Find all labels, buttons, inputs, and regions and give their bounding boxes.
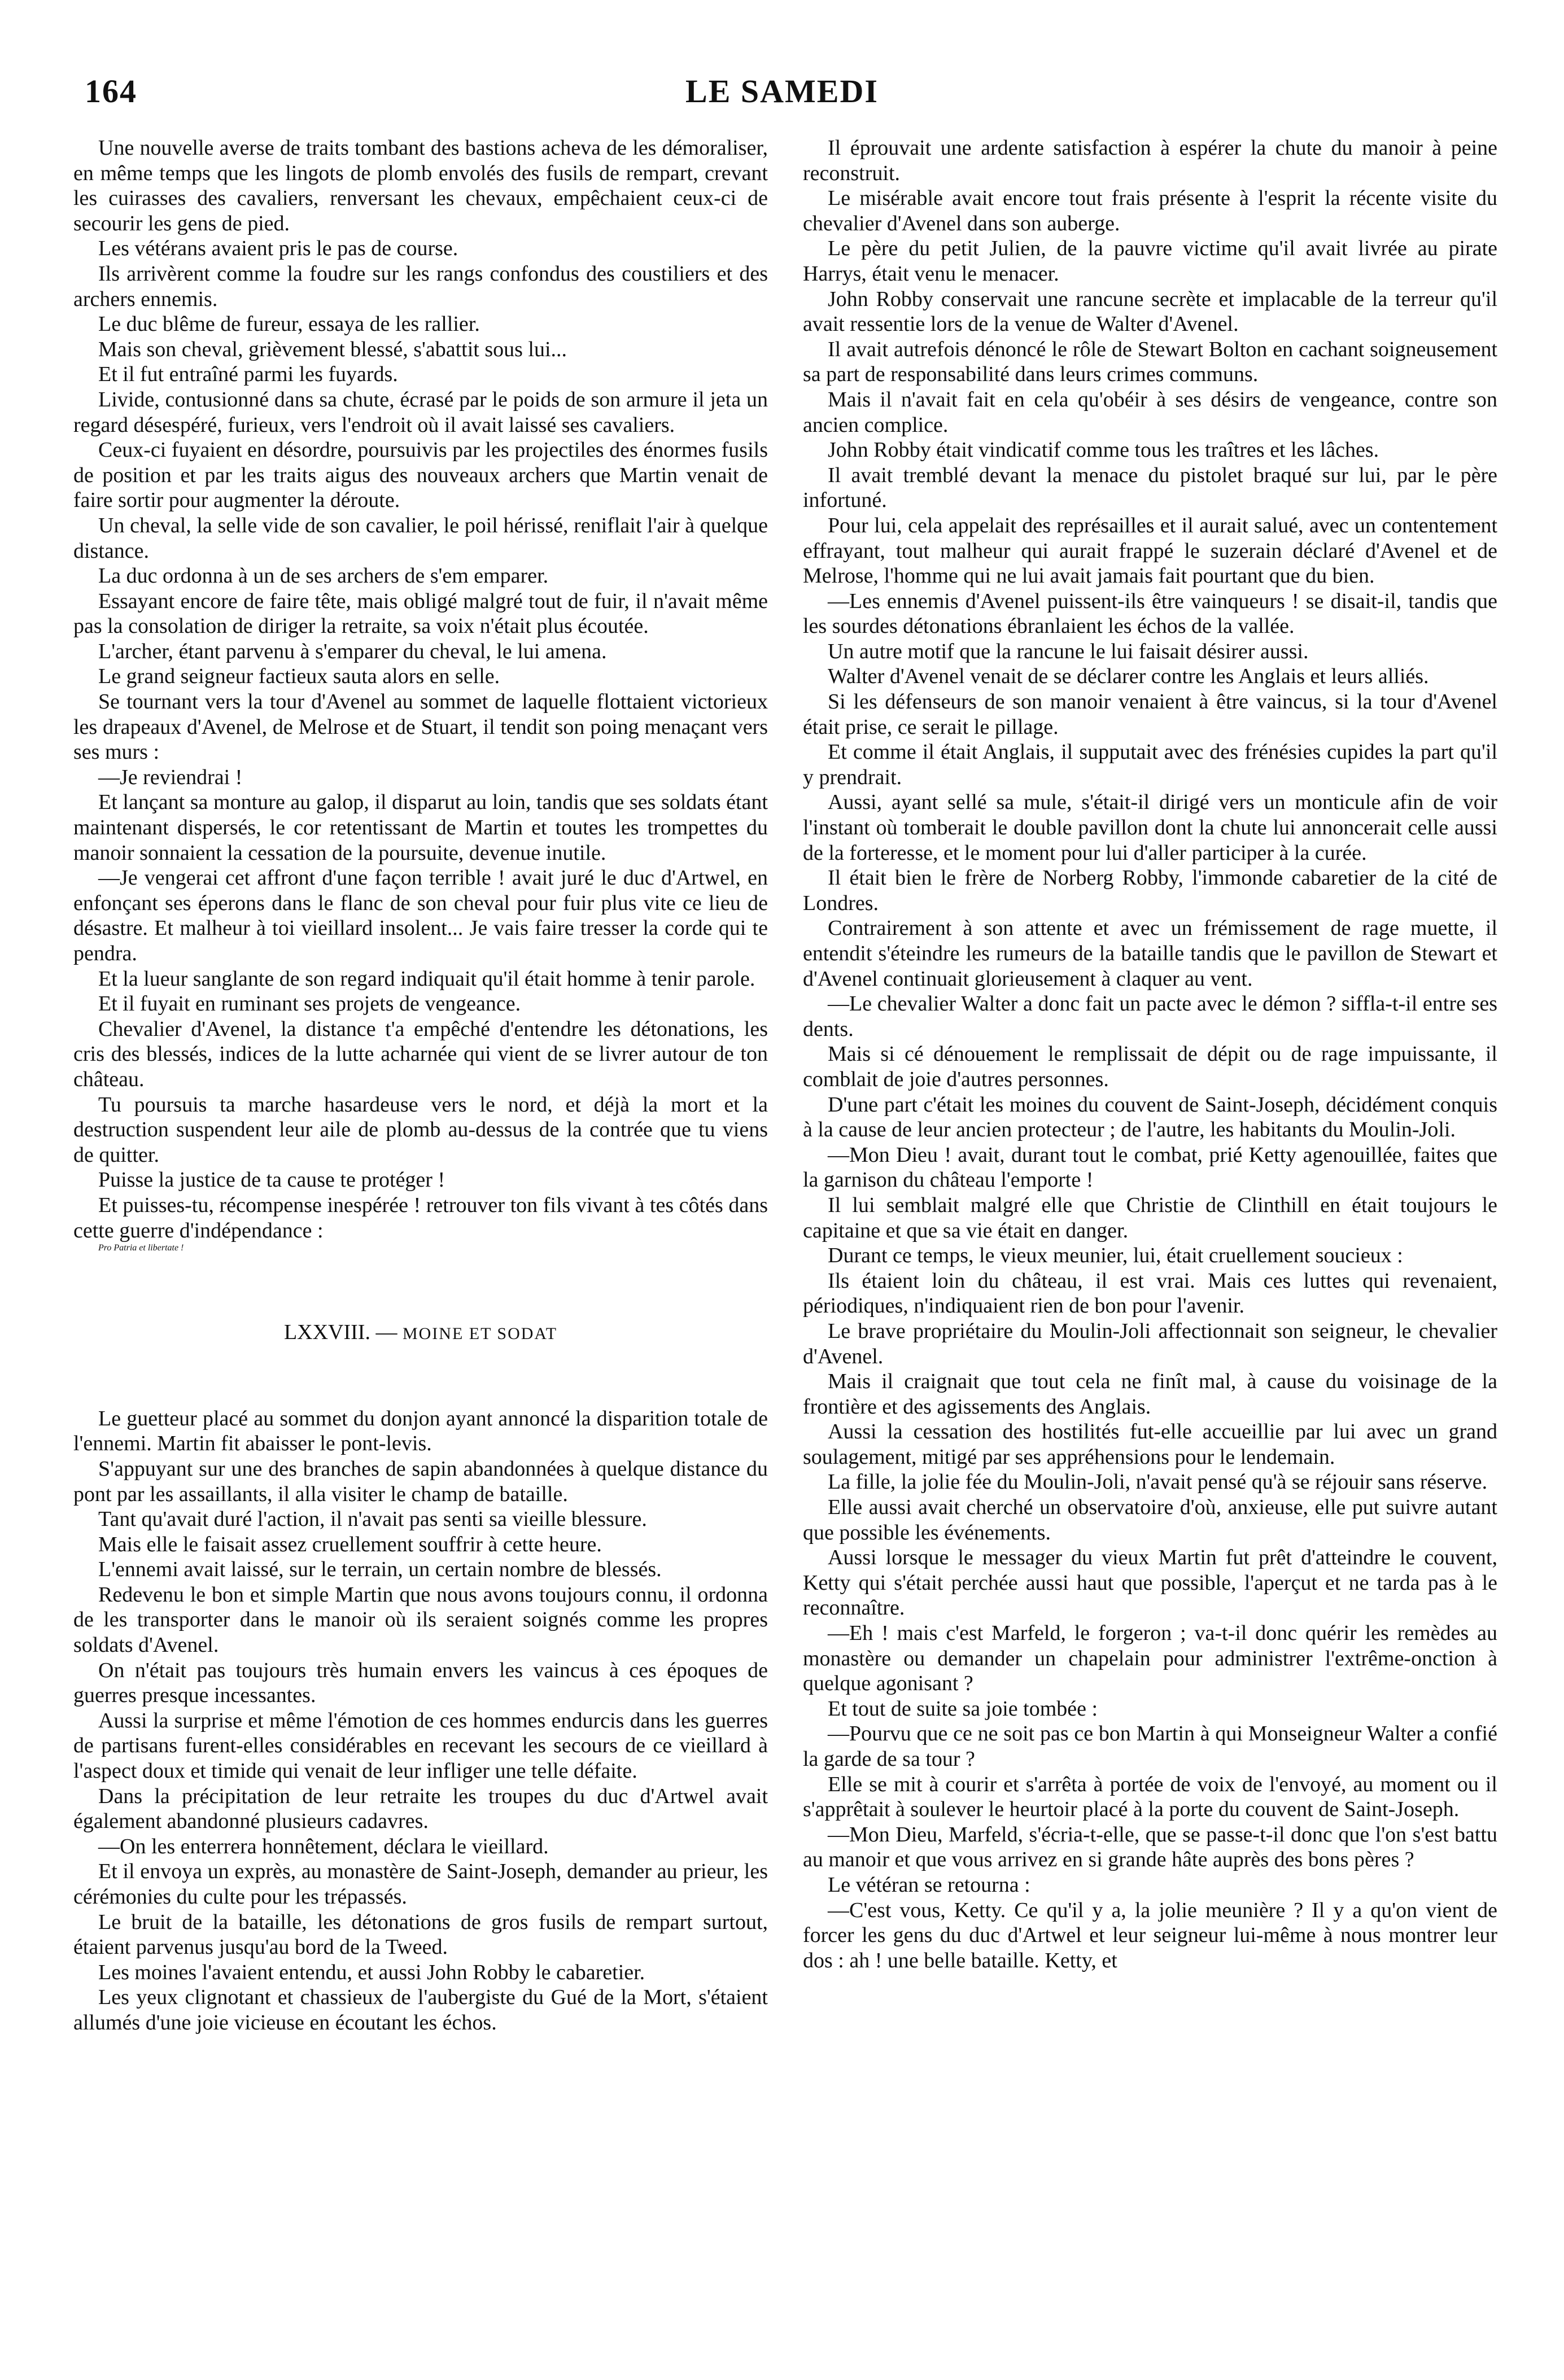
paragraph: —C'est vous, Ketty. Ce qu'il y a, la jolie meunière ? Il y a qu'on vient de forcer les gens du duc d'Artwel et leur seigneur lui-même à nous montrer leur dos : ah ! une belle bataille. Ketty, et bbox=[803, 1898, 1497, 1972]
paragraph: Tant qu'avait duré l'action, il n'avait pas senti sa vieille blessure. bbox=[98, 1507, 647, 1532]
paragraph: Mais il craignait que tout cela ne finît mal, à cause du voisinage de la frontière et des agissements des Anglais. bbox=[803, 1370, 1497, 1419]
paragraph: Il lui semblait malgré elle que Christie de Clinthill en était toujours le capitaine et que sa vie était en danger. bbox=[803, 1193, 1497, 1243]
paragraph: Aussi lorsque le messager du vieux Martin fut prêt d'atteindre le couvent, Ketty qui s'était perchée aussi haut que possible, l'aperçut et ne tarda pas à le reconnaître. bbox=[803, 1546, 1497, 1620]
right-column-text bbox=[803, 135, 1497, 1973]
paragraph: —Eh ! mais c'est Marfeld, le forgeron ; va-t-il donc quérir les remèdes au monastère ou demander un chapelain pour administrer l'extrême-onction à quelque agonisant ? bbox=[803, 1621, 1497, 1696]
paragraph: Elle aussi avait cherché un observatoire d'où, anxieuse, elle put suivre autant que possible les événements. bbox=[803, 1495, 1497, 1545]
paragraph: Les moines l'avaient entendu, et aussi John Robby le cabaretier. bbox=[98, 1960, 645, 1984]
paragraph: —Le chevalier Walter a donc fait un pacte avec le démon ? siffla-t-il entre ses dents. bbox=[803, 992, 1497, 1041]
paragraph: S'appuyant sur une des branches de sapin abandonnées à quelque distance du pont par les assaillants, il alla visiter le champ de bataille. bbox=[73, 1456, 768, 1506]
paragraph: Et puisses-tu, récompense inespérée ! retrouver ton fils vivant à tes côtés dans cette guerre d'indépendance : bbox=[73, 1193, 768, 1243]
chapter-title: MOINE ET SODAT bbox=[402, 1324, 558, 1344]
paragraph: Redevenu le bon et simple Martin que nous avons toujours connu, il ordonna de les transporter dans le manoir où ils seraient soignés comme les propres soldats d'Avenel. bbox=[73, 1582, 768, 1657]
paragraph: Et il envoya un exprès, au monastère de Saint-Joseph, demander au prieur, les cérémonies du culte pour les trépassés. bbox=[73, 1860, 768, 1909]
paragraph: Contrairement à son attente et avec un frémissement de rage muette, il entendit s'éteindre les rumeurs de la bataille tandis que le pavillon de Stewart et d'Avenel continuait glorieusement à claquer au vent. bbox=[803, 916, 1497, 991]
right-column bbox=[803, 135, 1497, 1973]
paragraph: Aussi, ayant sellé sa mule, s'était-il dirigé vers un monticule afin de voir l'instant où tomberait le double pavillon dont la chute lui annoncerait celle aussi de la forteresse, et le moment pour lui d'aller participer à la curée. bbox=[803, 790, 1497, 865]
paragraph: Un cheval, la selle vide de son cavalier, le poil hérissé, reniflait l'air à quelque distance. bbox=[73, 513, 768, 563]
left-column-text bbox=[73, 135, 768, 1243]
paragraph: Walter d'Avenel venait de se déclarer contre les Anglais et leurs alliés. bbox=[828, 664, 1429, 689]
paragraph: Et lançant sa monture au galop, il disparut au loin, tandis que ses soldats étant maintenant dispersés, le cor retentissant de Martin et toutes les trompettes du manoir sonnaient la cessation de la poursuite, devenue inutile. bbox=[73, 790, 768, 865]
paragraph: Mais elle le faisait assez cruellement souffrir à cette heure. bbox=[98, 1532, 602, 1556]
paragraph: Il avait autrefois dénoncé le rôle de Stewart Bolton en cachant soigneusement sa part de responsabilité dans leurs crimes communs. bbox=[803, 337, 1497, 387]
paragraph: Le guetteur placé au sommet du donjon ayant annoncé la disparition totale de l'ennemi. Martin fit abaisser le pont-levis. bbox=[73, 1406, 768, 1456]
paragraph: —Mon Dieu ! avait, durant tout le combat, prié Ketty agenouillée, faites que la garnison du château l'emporte ! bbox=[803, 1143, 1497, 1192]
paragraph: Essayant encore de faire tête, mais obligé malgré tout de fuir, il n'avait même pas la consolation de diriger la retraite, sa voix n'était plus écoutée. bbox=[73, 589, 768, 638]
paragraph: Aussi la cessation des hostilités fut-elle accueillie par lui avec un grand soulagement, mitigé par ses appréhensions pour le lendemain. bbox=[803, 1420, 1497, 1469]
paragraph: Ils arrivèrent comme la foudre sur les rangs confondus des coustiliers et des archers ennemis. bbox=[73, 261, 768, 311]
paragraph: Mais son cheval, grièvement blessé, s'abattit sous lui... bbox=[98, 337, 567, 361]
left-column bbox=[73, 135, 768, 2036]
chapter-text bbox=[73, 1406, 768, 2036]
paragraph: Puisse la justice de ta cause te protéger ! bbox=[98, 1168, 445, 1192]
paragraph: Aussi la surprise et même l'émotion de ces hommes endurcis dans les guerres de partisans furent-elles considérables en recevant les secours de ce vieillard à l'aspect doux et timide qui venait de leur infliger une telle défaite. bbox=[73, 1708, 768, 1783]
paragraph: —Les ennemis d'Avenel puissent-ils être vainqueurs ! se disait-il, tandis que les sourdes détonations ébranlaient les échos de la vallée. bbox=[803, 589, 1497, 638]
paragraph: John Robby était vindicatif comme tous les traîtres et les lâches. bbox=[828, 438, 1379, 462]
paragraph: La fille, la jolie fée du Moulin-Joli, n'avait pensé qu'à se réjouir sans réserve. bbox=[828, 1470, 1488, 1494]
paragraph: L'archer, étant parvenu à s'emparer du cheval, le lui amena. bbox=[98, 639, 607, 663]
paragraph: Le père du petit Julien, de la pauvre victime qu'il avait livrée au pirate Harrys, était venu le menacer. bbox=[803, 237, 1497, 286]
chapter-number: LXXVIII. — bbox=[283, 1320, 397, 1345]
paragraph: Dans la précipitation de leur retraite les troupes du duc d'Artwel avait également abandonné plusieurs cadavres. bbox=[73, 1784, 768, 1834]
page-number: 164 bbox=[85, 73, 137, 110]
paragraph: Et tout de suite sa joie tombée : bbox=[828, 1696, 1098, 1721]
paragraph: Il éprouvait une ardente satisfaction à espérer la chute du manoir à peine reconstruit. bbox=[803, 136, 1497, 185]
paragraph: Le grand seigneur factieux sauta alors en selle. bbox=[98, 664, 500, 689]
paragraph: Ceux-ci fuyaient en désordre, poursuivis par les projectiles des énormes fusils de position et par les traits aigus des nouveaux archers que Martin venait de faire sortir pour augmenter la déroute. bbox=[73, 438, 768, 513]
paragraph: Pour lui, cela appelait des représailles et il aurait salué, avec un contentement effrayant, tout malheur qui aurait frappé le suzerain déclaré d'Avenel et de Melrose, l'homme qui ne lui avait jamais fait pourtant que du bien. bbox=[803, 513, 1497, 588]
paragraph: Ils étaient loin du château, il est vrai. Mais ces luttes qui revenaient, périodiques, n'indiquaient rien de bon pour l'avenir. bbox=[803, 1268, 1497, 1318]
paragraph: Le bruit de la bataille, les détonations de gros fusils de rempart surtout, étaient parvenus jusqu'au bord de la Tweed. bbox=[73, 1910, 768, 1959]
paragraph: L'ennemi avait laissé, sur le terrain, un certain nombre de blessés. bbox=[98, 1558, 662, 1582]
paragraph: John Robby conservait une rancune secrète et implacable de la terreur qu'il avait ressentie lors de la venue de Walter d'Avenel. bbox=[803, 287, 1497, 336]
running-title: LE SAMEDI bbox=[685, 73, 879, 110]
paragraph: Et comme il était Anglais, il supputait avec des frénésies cupides la part qu'il y prendrait. bbox=[803, 740, 1497, 789]
paragraph: Mais il n'avait fait en cela qu'obéir à ses désirs de vengeance, contre son ancien complice. bbox=[803, 387, 1497, 437]
paragraph: Durant ce temps, le vieux meunier, lui, était cruellement soucieux : bbox=[828, 1244, 1403, 1268]
motto: Pro Patria et libertate ! bbox=[98, 1243, 184, 1253]
paragraph: Elle se mit à courir et s'arrêta à portée de voix de l'envoyé, au moment ou il s'apprêtait à soulever le heurtoir placé à la porte du couvent de Saint-Joseph. bbox=[803, 1772, 1497, 1822]
paragraph: Les yeux clignotant et chassieux de l'aubergiste du Gué de la Mort, s'étaient allumés d'une joie vicieuse en écoutant les échos. bbox=[73, 1985, 768, 2035]
paragraph: La duc ordonna à un de ses archers de s'em emparer. bbox=[98, 564, 549, 588]
paragraph: Si les défenseurs de son manoir venaient à être vaincus, si la tour d'Avenel était prise, ce serait le pillage. bbox=[803, 690, 1497, 739]
paragraph: Le duc blême de fureur, essaya de les rallier. bbox=[98, 312, 480, 336]
paragraph: Une nouvelle averse de traits tombant des bastions acheva de les démoraliser, en même temps que les lingots de plomb envolés des fusils de rempart, crevant les cuirasses des cavaliers, renversant les chevaux, empêchaient ceux-ci de secourir les gens de pied. bbox=[73, 136, 768, 235]
paragraph: Il était bien le frère de Norberg Robby, l'immonde cabaretier de la cité de Londres. bbox=[803, 866, 1497, 915]
paragraph: D'une part c'était les moines du couvent de Saint-Joseph, décidément conquis à la cause de leur ancien protecteur ; de l'autre, les habitants du Moulin-Joli. bbox=[803, 1092, 1497, 1142]
paragraph: —Mon Dieu, Marfeld, s'écria-t-elle, que se passe-t-il donc que l'on s'est battu au manoir et que vous arrivez en si grande hâte auprès des bons pères ? bbox=[803, 1822, 1497, 1872]
paragraph: Et il fuyait en ruminant ses projets de vengeance. bbox=[98, 992, 521, 1016]
paragraph: On n'était pas toujours très humain envers les vaincus à ces époques de guerres presque incessantes. bbox=[73, 1658, 768, 1708]
paragraph: Et la lueur sanglante de son regard indiquait qu'il était homme à tenir parole. bbox=[98, 966, 755, 991]
paragraph: —Pourvu que ce ne soit pas ce bon Martin à qui Monseigneur Walter a confié la garde de sa tour ? bbox=[803, 1722, 1497, 1771]
paragraph: —Je vengerai cet affront d'une façon terrible ! avait juré le duc d'Artwel, en enfonçant ses éperons dans le flanc de son cheval pour fuir plus vite ce lieu de désastre. Et malheur à toi vieillard insolent... Je vais faire tresser la corde qui te pendra. bbox=[73, 866, 768, 965]
paragraph: Et il fut entraîné parmi les fuyards. bbox=[98, 362, 398, 387]
paragraph: Le brave propriétaire du Moulin-Joli affectionnait son seigneur, le chevalier d'Avenel. bbox=[803, 1319, 1497, 1368]
page-header bbox=[85, 72, 1479, 123]
paragraph: —On les enterrera honnêtement, déclara le vieillard. bbox=[98, 1834, 549, 1858]
paragraph: Mais si cé dénouement le remplissait de dépit ou de rage impuissante, il comblait de joie d'autres personnes. bbox=[803, 1042, 1497, 1091]
paragraph: Il avait tremblé devant la menace du pistolet braqué sur lui, par le père infortuné. bbox=[803, 463, 1497, 513]
paragraph: Tu poursuis ta marche hasardeuse vers le nord, et déjà la mort et la destruction suspendent leur aile de plomb au-dessus de la contrée que tu viens de quitter. bbox=[73, 1092, 768, 1167]
chapter-heading bbox=[73, 1320, 768, 1347]
paragraph: Les vétérans avaient pris le pas de course. bbox=[98, 237, 458, 261]
paragraph: —Je reviendrai ! bbox=[98, 765, 243, 789]
paragraph: Chevalier d'Avenel, la distance t'a empêché d'entendre les détonations, les cris des blessés, indices de la lutte acharnée qui vient de se livrer autour de ton château. bbox=[73, 1017, 768, 1091]
paragraph: Livide, contusionné dans sa chute, écrasé par le poids de son armure il jeta un regard désespéré, furieux, vers l'endroit où il avait laissé ses cavaliers. bbox=[73, 387, 768, 437]
paragraph: Le vétéran se retourna : bbox=[828, 1873, 1030, 1897]
paragraph: Le misérable avait encore tout frais présente à l'esprit la récente visite du chevalier d'Avenel dans son auberge. bbox=[803, 186, 1497, 235]
paragraph: Se tournant vers la tour d'Avenel au sommet de laquelle flottaient victorieux les drapeaux d'Avenel, de Melrose et de Stuart, il tendit son poing menaçant vers ses murs : bbox=[73, 690, 768, 764]
paragraph: Un autre motif que la rancune le lui faisait désirer aussi. bbox=[828, 639, 1309, 663]
